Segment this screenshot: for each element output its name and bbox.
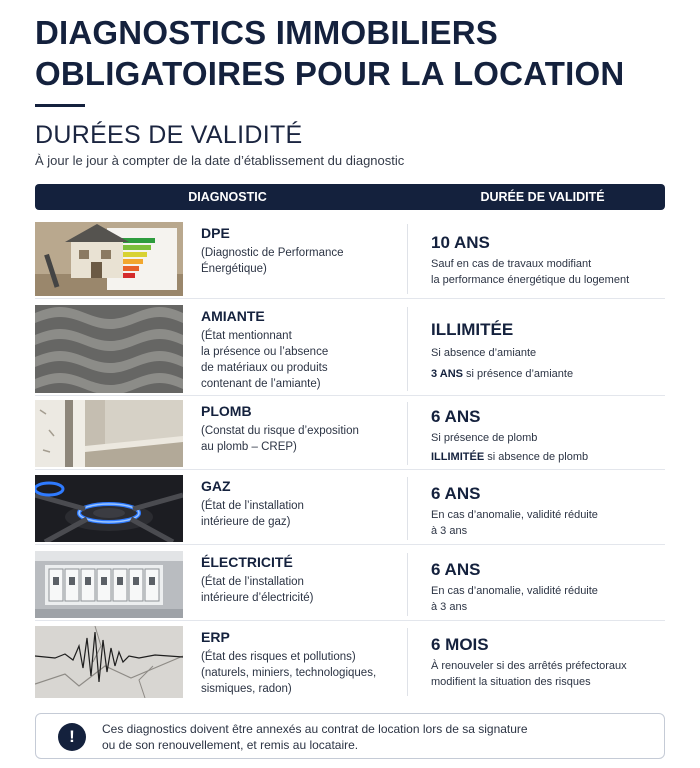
validity-detail: Sauf en cas de travaux modifiant la performance énergétique du logement bbox=[431, 258, 630, 286]
table-row-dpe bbox=[35, 222, 665, 296]
row-separator bbox=[35, 544, 665, 545]
table-row-erp bbox=[35, 626, 665, 698]
old-painted-wall-image bbox=[35, 400, 183, 467]
validity-note: À jour le jour à compter de la date d’établissement du diagnostic bbox=[35, 153, 405, 168]
validity-duration: 6 ANS bbox=[431, 407, 481, 426]
gas-burner-flame-image bbox=[35, 475, 183, 542]
diagnostic-description: (État de l’installation intérieure de gaz) bbox=[201, 500, 304, 528]
validity-detail: En cas d’anomalie, validité réduite à 3 ans bbox=[431, 509, 598, 537]
column-header-duree: DURÉE DE VALIDITÉ bbox=[480, 190, 605, 204]
page-subtitle: DURÉES DE VALIDITÉ bbox=[35, 121, 303, 149]
info-banner-text: Ces diagnostics doivent être annexés au contrat de location lors de sa signature ou de son renouvellement, et remis au locataire. bbox=[102, 722, 528, 752]
diagnostic-description: (Diagnostic de Performance Énergétique) bbox=[201, 247, 344, 275]
info-banner bbox=[35, 713, 665, 759]
validity-emphasis: 3 ANS bbox=[431, 368, 463, 380]
row-separator bbox=[35, 298, 665, 299]
diagnostic-name: PLOMB bbox=[201, 403, 252, 419]
column-divider bbox=[407, 307, 408, 391]
validity-duration: 6 MOIS bbox=[431, 635, 489, 654]
validity-emphasis: ILLIMITÉE bbox=[431, 451, 485, 463]
diagnostic-description: (État mentionnant la présence ou l’absence de matériaux ou produits contenant de l’amiante) bbox=[201, 330, 329, 390]
table-row-amiante bbox=[35, 305, 665, 393]
column-divider bbox=[407, 628, 408, 696]
row-separator bbox=[35, 620, 665, 621]
diagnostic-name: ERP bbox=[201, 629, 230, 645]
diagnostic-description: (État de l’installation intérieure d’électricité) bbox=[201, 576, 314, 604]
diagnostic-description: (État des risques et pollutions) (naturels, miniers, technologiques, sismiques, radon) bbox=[201, 651, 377, 695]
table-row-gaz bbox=[35, 475, 665, 542]
diagnostic-name: GAZ bbox=[201, 478, 231, 494]
house-energy-label-image bbox=[35, 222, 183, 296]
diagnostic-description: (Constat du risque d’exposition au plomb – CREP) bbox=[201, 425, 359, 453]
table-header bbox=[35, 184, 665, 210]
column-divider bbox=[407, 553, 408, 616]
validity-duration: 10 ANS bbox=[431, 233, 490, 252]
validity-detail: En cas d’anomalie, validité réduite à 3 ans bbox=[431, 585, 598, 613]
electrical-panel-image bbox=[35, 551, 183, 618]
row-separator bbox=[35, 395, 665, 396]
column-divider bbox=[407, 402, 408, 465]
diagnostic-name: AMIANTE bbox=[201, 308, 265, 324]
table-row-electricite bbox=[35, 551, 665, 618]
exclamation-icon: ! bbox=[58, 723, 86, 751]
validity-detail: Si présence de plomb bbox=[431, 432, 538, 444]
diagnostic-name: DPE bbox=[201, 225, 230, 241]
validity-detail-secondary: 3 ANS si présence d’amiante bbox=[431, 368, 574, 380]
validity-detail-secondary: ILLIMITÉE si absence de plomb bbox=[431, 451, 589, 463]
column-divider bbox=[407, 224, 408, 294]
validity-duration: 6 ANS bbox=[431, 484, 481, 503]
validity-detail: Si absence d’amiante bbox=[431, 347, 537, 359]
corrugated-asbestos-roof-image bbox=[35, 305, 183, 393]
table-row-plomb bbox=[35, 400, 665, 467]
row-separator bbox=[35, 469, 665, 470]
column-header-diagnostic: DIAGNOSTIC bbox=[188, 190, 267, 204]
validity-detail: À renouveler si des arrêtés préfectoraux modifient la situation des risques bbox=[431, 660, 627, 688]
validity-duration: ILLIMITÉE bbox=[431, 320, 514, 339]
diagnostic-name: ÉLECTRICITÉ bbox=[201, 554, 293, 570]
column-divider bbox=[407, 477, 408, 540]
page-title: DIAGNOSTICS IMMOBILIERS OBLIGATOIRES POUR LA LOCATION bbox=[35, 14, 625, 92]
title-underline bbox=[35, 104, 85, 107]
validity-duration: 6 ANS bbox=[431, 560, 481, 579]
seismograph-cracked-ground-image bbox=[35, 626, 183, 698]
